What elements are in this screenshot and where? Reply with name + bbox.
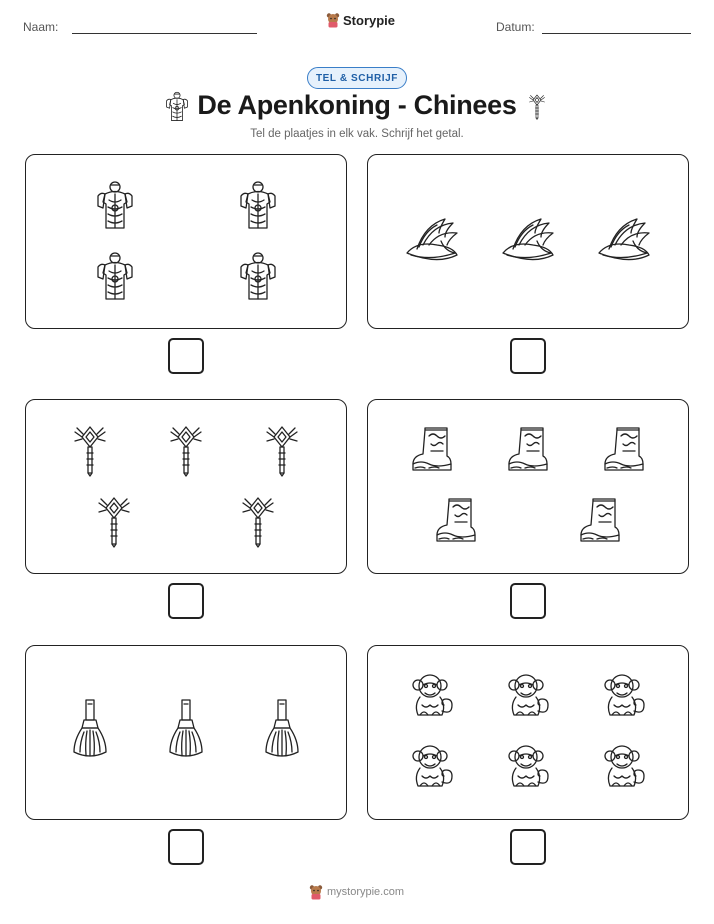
staff-icon	[168, 425, 204, 477]
boot-icon	[433, 497, 479, 545]
armor-icon	[95, 251, 135, 303]
staff-icon	[240, 496, 276, 548]
name-line[interactable]	[72, 33, 257, 34]
footer-url: mystorypie.com	[327, 886, 405, 898]
winged-cap-icon	[401, 215, 463, 267]
brand-logo	[326, 12, 395, 28]
count-panel-1	[25, 154, 347, 329]
staff-icon	[72, 425, 108, 477]
staff-icon	[96, 496, 132, 548]
answer-box-6[interactable]	[510, 829, 546, 865]
bear-icon	[326, 12, 340, 28]
date-label: Datum:	[496, 20, 535, 34]
monkey-icon	[504, 742, 552, 792]
monkey-icon	[600, 742, 648, 792]
brand-name: Storypie	[343, 12, 396, 28]
monkey-icon	[408, 742, 456, 792]
armor-icon	[238, 180, 278, 232]
answer-box-5[interactable]	[168, 829, 204, 865]
monkey-icon	[408, 671, 456, 721]
name-label: Naam:	[23, 20, 59, 34]
monkey-icon	[600, 671, 648, 721]
footer-bear-icon	[309, 884, 323, 900]
winged-cap-icon	[497, 215, 559, 267]
answer-box-4[interactable]	[510, 583, 546, 619]
brush-icon	[166, 698, 206, 764]
boot-icon	[601, 426, 647, 474]
answer-box-3[interactable]	[168, 583, 204, 619]
footer	[309, 884, 404, 900]
page-title: De Apenkoning - Chinees	[197, 90, 517, 120]
armor-icon	[238, 251, 278, 303]
brush-icon	[262, 698, 302, 764]
activity-badge: TEL & SCHRIJF	[307, 67, 407, 89]
staff-title-icon	[528, 91, 546, 123]
date-line[interactable]	[542, 33, 691, 34]
boot-icon	[505, 426, 551, 474]
answer-box-2[interactable]	[510, 338, 546, 374]
monkey-icon	[504, 671, 552, 721]
armor-icon	[95, 180, 135, 232]
winged-cap-icon	[593, 215, 655, 267]
answer-box-1[interactable]	[168, 338, 204, 374]
instructions: Tel de plaatjes in elk vak. Schrijf het getal.	[250, 128, 464, 140]
staff-icon	[264, 425, 300, 477]
boot-icon	[577, 497, 623, 545]
brush-icon	[70, 698, 110, 764]
boot-icon	[409, 426, 455, 474]
